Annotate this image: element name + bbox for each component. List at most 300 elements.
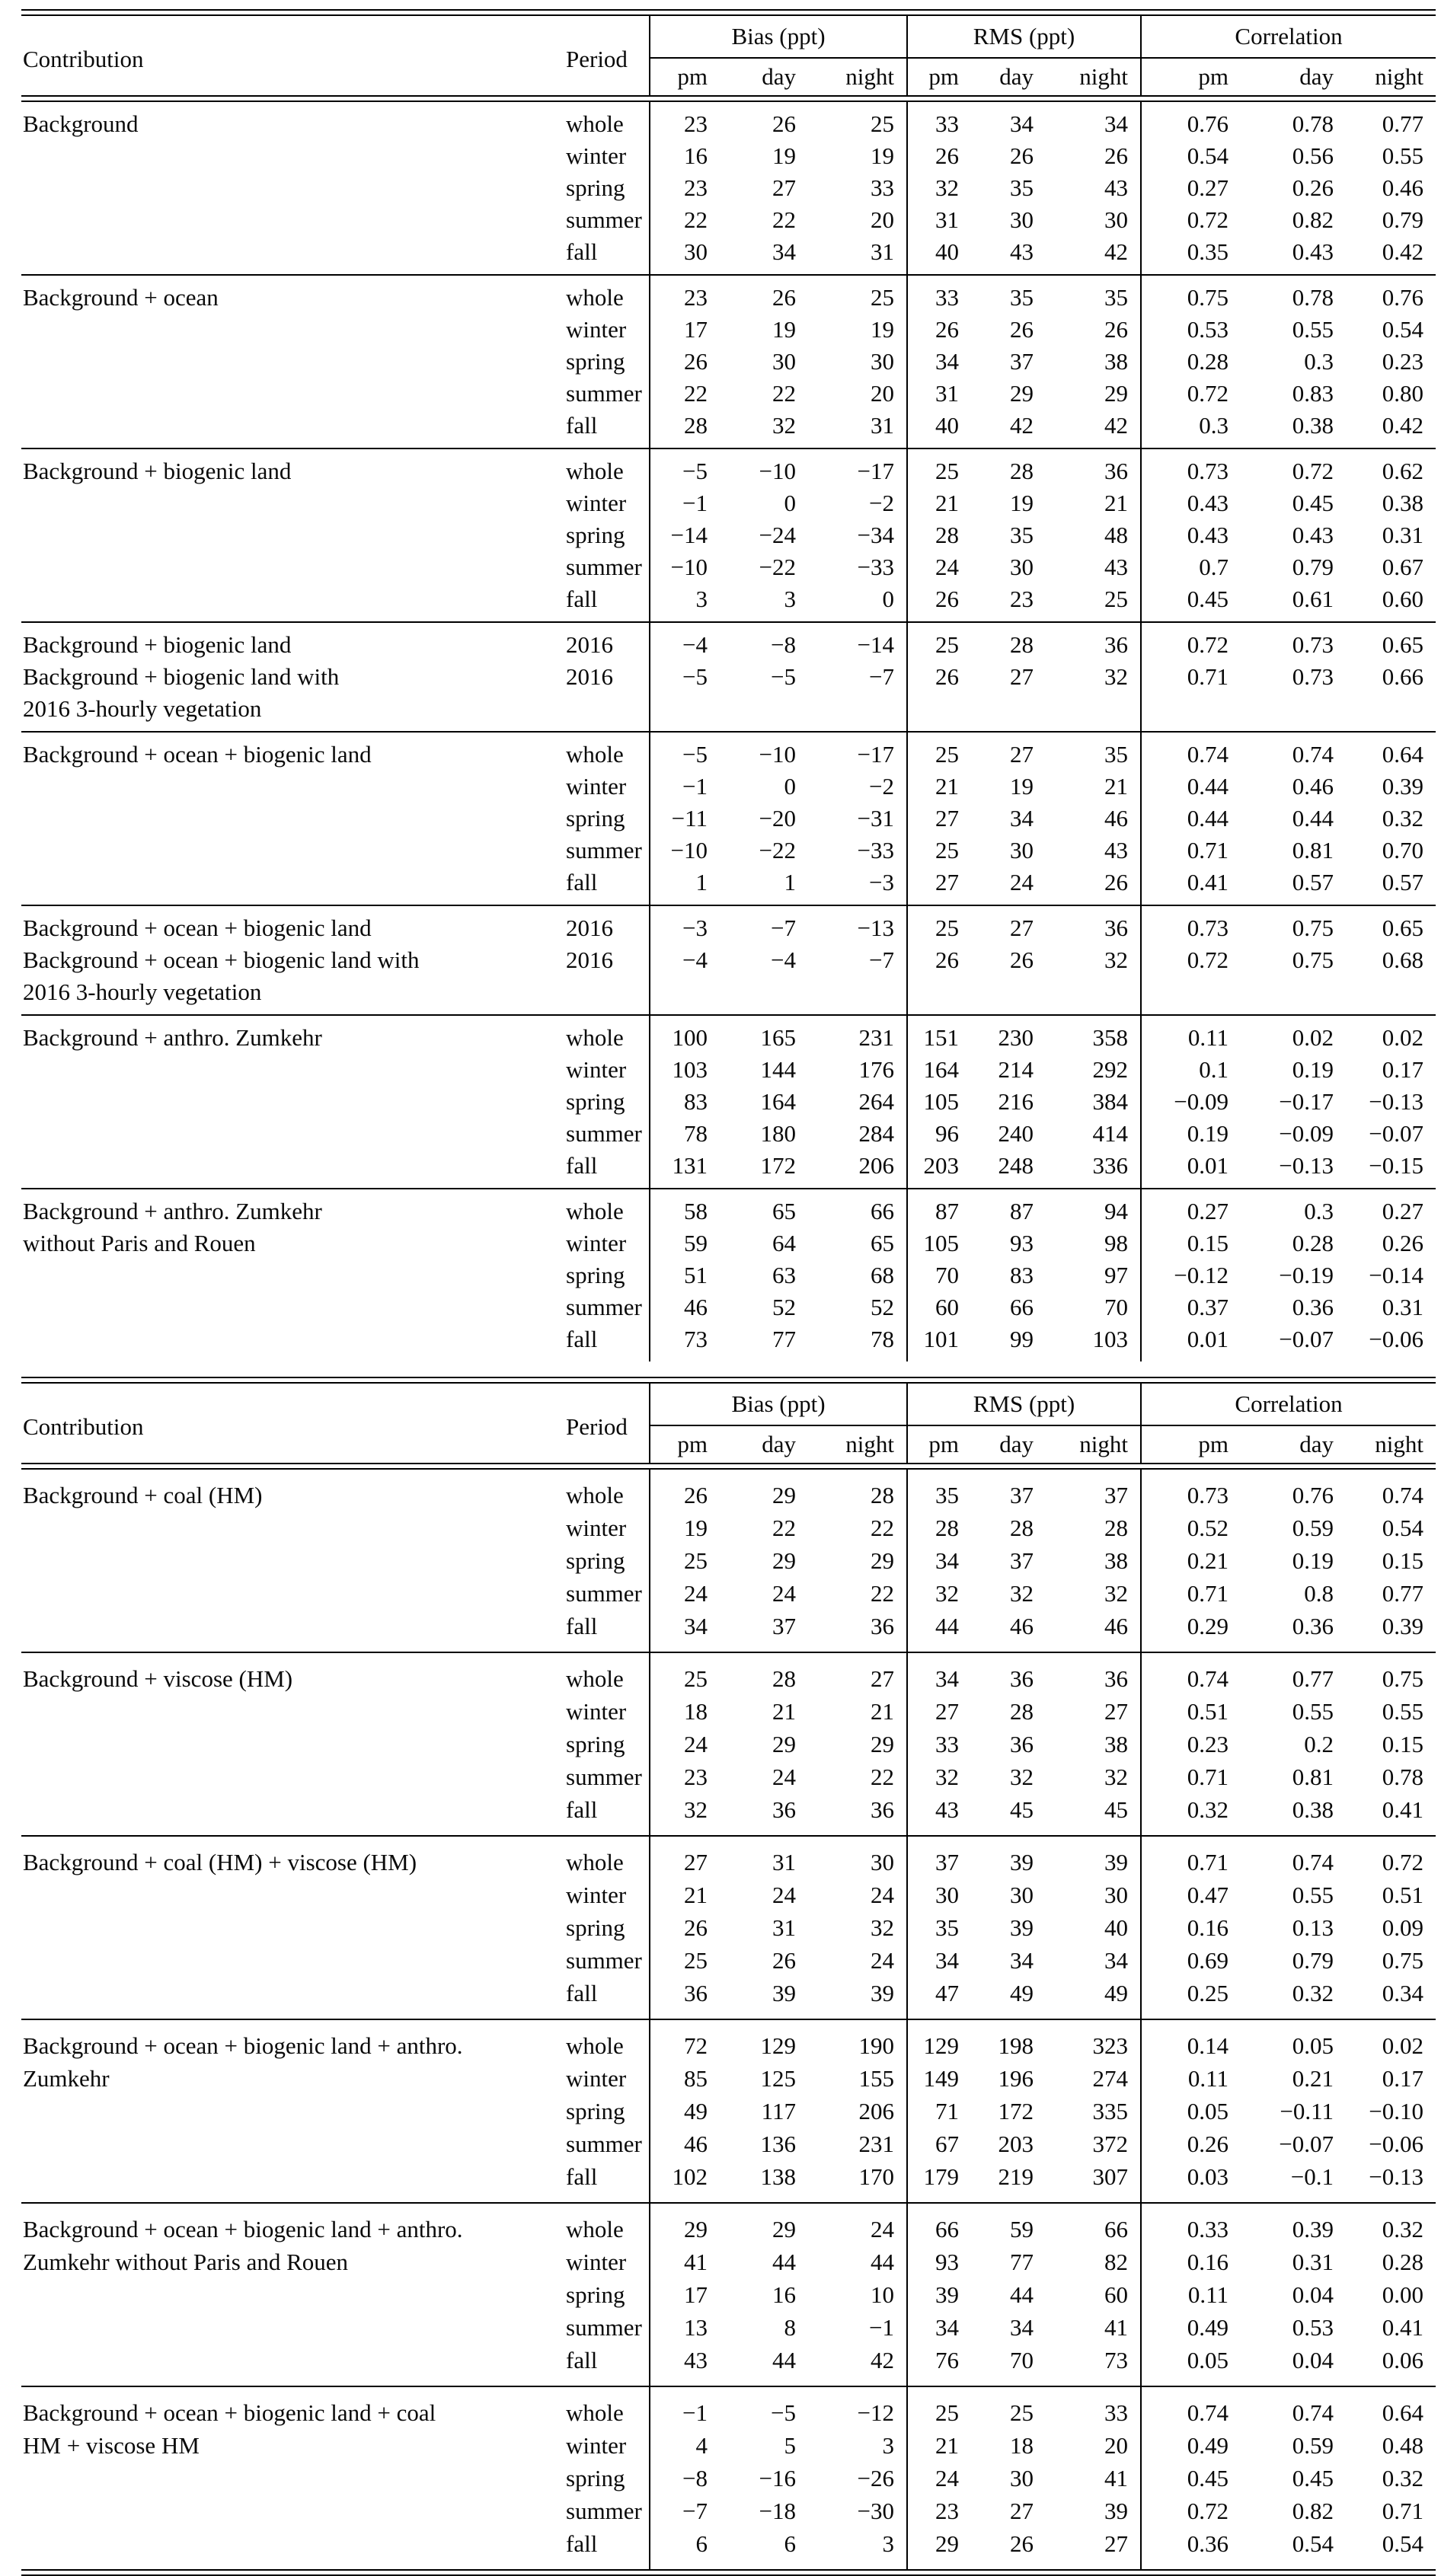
value-cell: 0.81 — [1292, 1763, 1334, 1790]
period-cell: fall — [566, 2346, 598, 2373]
value-cell: 30 — [650, 236, 720, 275]
value-cell: 0.28 — [1382, 2248, 1423, 2275]
value-cell: 32 — [907, 172, 971, 204]
value-cell: 98 — [1104, 1230, 1128, 1256]
value-cell: 164 — [907, 1054, 971, 1086]
value-cell: −0.12 — [1141, 1259, 1241, 1291]
period-cell: spring — [566, 1914, 625, 1941]
value-cell: 0.72 — [1346, 1836, 1436, 1879]
value-cell: 0.46 — [1382, 174, 1423, 201]
subcol-bias-night: night — [845, 63, 894, 90]
value-cell: 35 — [907, 1911, 971, 1944]
value-cell: −0.13 — [1279, 1152, 1334, 1179]
value-cell: 35 — [1046, 732, 1141, 771]
value-cell — [1046, 976, 1141, 1015]
period-cell: winter — [566, 2248, 627, 2275]
value-cell: 35 — [1046, 275, 1141, 314]
contribution-cell: Zumkehr without Paris and Rouen — [23, 2248, 349, 2275]
table-row — [21, 1793, 1436, 1836]
value-cell: −0.06 — [1369, 1326, 1423, 1352]
value-cell: 0.44 — [1292, 805, 1334, 832]
value-cell: 28 — [650, 410, 720, 448]
value-cell: 0.41 — [1141, 867, 1241, 905]
value-cell: 44 — [772, 2248, 796, 2275]
value-cell: 36 — [1046, 1652, 1141, 1695]
table-row — [21, 410, 1436, 448]
period-cell: winter — [566, 1881, 627, 1908]
value-cell: −16 — [759, 2464, 796, 2491]
value-cell: −0.10 — [1369, 2097, 1423, 2124]
value-cell: −1 — [869, 2313, 894, 2341]
value-cell: 28 — [907, 1511, 971, 1544]
period-cell: summer — [566, 380, 642, 407]
contribution-cell: Background + viscose (HM) — [21, 1652, 566, 1695]
period-cell: fall — [566, 586, 598, 612]
value-cell: 0.15 — [1141, 1227, 1241, 1259]
table-row — [21, 204, 1436, 236]
value-cell: 0.43 — [1141, 519, 1241, 551]
value-cell: −1 — [650, 771, 720, 803]
contribution-cell — [21, 2128, 566, 2160]
value-cell: 0.77 — [1382, 1579, 1423, 1607]
value-cell: −22 — [759, 837, 796, 863]
value-cell: 0.74 — [1141, 732, 1241, 771]
contribution-cell: Background + biogenic land — [21, 448, 566, 487]
value-cell: 0.03 — [1141, 2160, 1241, 2203]
value-cell: 25 — [907, 835, 971, 867]
table-row — [21, 101, 1436, 140]
value-cell: 43 — [1104, 554, 1128, 580]
contribution-cell: Background + biogenic land — [21, 622, 566, 661]
contribution-cell: Background — [23, 110, 139, 137]
contribution-cell — [21, 1879, 566, 1911]
value-cell: −0.1 — [1290, 2163, 1334, 2190]
value-cell: 105 — [907, 1227, 971, 1259]
table-row — [21, 2246, 1436, 2278]
value-cell: 70 — [1104, 1294, 1128, 1320]
value-cell: −0.06 — [1369, 2130, 1423, 2157]
value-cell: 24 — [871, 1881, 894, 1908]
value-cell: 0.06 — [1382, 2346, 1423, 2373]
value-cell: 37 — [1010, 1481, 1034, 1508]
value-cell — [1141, 693, 1241, 732]
value-cell: 34 — [907, 346, 971, 378]
value-cell: 32 — [907, 1577, 971, 1610]
value-cell: 0.38 — [1382, 490, 1423, 516]
value-cell: 3 — [882, 2431, 894, 2459]
value-cell: 64 — [772, 1230, 796, 1256]
value-cell: −0.09 — [1141, 1086, 1241, 1118]
value-cell: 284 — [858, 1120, 894, 1147]
value-cell: 97 — [1104, 1262, 1128, 1288]
value-cell: 25 — [650, 1652, 720, 1695]
subcol-bias-day: day — [762, 1431, 796, 1457]
period-cell: winter — [566, 1056, 627, 1083]
value-cell: −2 — [869, 490, 894, 516]
value-cell — [907, 693, 971, 732]
value-cell: −3 — [650, 905, 720, 944]
value-cell: 19 — [871, 316, 894, 343]
group-header-rms: RMS (ppt) — [907, 15, 1141, 58]
value-cell: 0.17 — [1382, 2064, 1423, 2092]
value-cell: 19 — [871, 142, 894, 169]
value-cell — [808, 976, 907, 1015]
value-cell: 28 — [907, 519, 971, 551]
value-cell: 77 — [1010, 2248, 1034, 2275]
value-cell: 0.38 — [1292, 1796, 1334, 1823]
value-cell: 0.76 — [1292, 1481, 1334, 1508]
value-cell — [907, 976, 971, 1015]
value-cell: 23 — [650, 172, 720, 204]
table-row — [21, 622, 1436, 661]
table-row — [21, 2386, 1436, 2429]
value-cell: 30 — [907, 1879, 971, 1911]
value-cell: 0.3 — [1141, 410, 1241, 448]
value-cell: 0.77 — [1241, 1652, 1346, 1695]
group-header-correlation: Correlation — [1141, 15, 1436, 58]
table-row — [21, 1577, 1436, 1610]
value-cell: 0.59 — [1292, 1514, 1334, 1541]
value-cell: 0.27 — [1141, 1189, 1241, 1227]
value-cell: 26 — [907, 944, 971, 976]
value-cell: 26 — [1010, 316, 1034, 343]
contribution-cell — [21, 487, 566, 519]
value-cell: 336 — [1092, 1152, 1128, 1179]
value-cell: 0.70 — [1382, 837, 1423, 863]
value-cell: 21 — [1104, 773, 1128, 800]
value-cell — [1046, 693, 1141, 732]
value-cell: 0.17 — [1382, 1056, 1423, 1083]
value-cell: 44 — [772, 2346, 796, 2373]
period-cell: 2016 — [566, 663, 613, 690]
value-cell: 19 — [772, 142, 796, 169]
value-cell: 26 — [1010, 946, 1034, 973]
value-cell: 196 — [998, 2064, 1034, 2092]
value-cell: 5 — [784, 2431, 796, 2459]
value-cell: 274 — [1092, 2064, 1128, 2092]
value-cell: 6 — [650, 2527, 720, 2570]
contribution-cell — [21, 771, 566, 803]
value-cell: 131 — [650, 1150, 720, 1189]
value-cell: 94 — [1046, 1189, 1141, 1227]
value-cell: 52 — [871, 1294, 894, 1320]
value-cell: 27 — [907, 803, 971, 835]
contribution-cell — [21, 2278, 566, 2311]
value-cell: 0.71 — [1141, 1577, 1241, 1610]
table-row — [21, 944, 1436, 976]
value-cell: 0.59 — [1292, 2431, 1334, 2459]
value-cell: 0.3 — [1304, 348, 1334, 375]
table-row — [21, 2311, 1436, 2344]
value-cell: 25 — [1104, 586, 1128, 612]
value-cell: 26 — [772, 110, 796, 137]
value-cell: 22 — [871, 1763, 894, 1790]
value-cell: 203 — [998, 2130, 1034, 2157]
value-cell: 24 — [650, 1577, 720, 1610]
value-cell: 0.01 — [1141, 1150, 1241, 1189]
value-cell: 19 — [1010, 773, 1034, 800]
value-cell: 27 — [1010, 663, 1034, 690]
value-cell: 129 — [907, 2019, 971, 2062]
value-cell: −30 — [857, 2497, 894, 2524]
value-cell: 0.04 — [1292, 2281, 1334, 2308]
contribution-cell — [21, 1054, 566, 1086]
table-row — [21, 2462, 1436, 2495]
value-cell: 0.01 — [1141, 1323, 1241, 1361]
contribution-cell: Zumkehr — [23, 2064, 110, 2092]
value-cell: 129 — [720, 2019, 808, 2062]
contribution-cell: Background + anthro. Zumkehr — [21, 1015, 566, 1054]
period-cell: whole — [566, 2203, 650, 2246]
value-cell: 0.45 — [1292, 490, 1334, 516]
table-row — [21, 2278, 1436, 2311]
value-cell: 37 — [1104, 1481, 1128, 1508]
value-cell: 18 — [650, 1695, 720, 1728]
value-cell: 39 — [1046, 1836, 1141, 1879]
value-cell: 165 — [720, 1015, 808, 1054]
table-row — [21, 2344, 1436, 2386]
period-cell: fall — [566, 1612, 598, 1639]
value-cell: 0.71 — [1141, 661, 1241, 693]
value-cell: −0.07 — [1369, 1120, 1423, 1147]
value-cell: 31 — [772, 1914, 796, 1941]
value-cell: 19 — [650, 1511, 720, 1544]
value-cell: 30 — [1104, 206, 1128, 233]
value-cell: 32 — [907, 1760, 971, 1793]
header-row — [21, 1383, 1436, 1425]
value-cell: 0.54 — [1382, 1514, 1423, 1541]
value-cell: 307 — [1092, 2163, 1128, 2190]
value-cell: 0.44 — [1141, 771, 1241, 803]
value-cell: 39 — [1104, 2497, 1128, 2524]
value-cell: 0.51 — [1141, 1695, 1241, 1728]
contribution-cell — [21, 1511, 566, 1544]
table-row — [21, 1150, 1436, 1189]
value-cell: 30 — [1010, 837, 1034, 863]
value-cell: −11 — [650, 803, 720, 835]
value-cell: 384 — [1092, 1088, 1128, 1115]
value-cell: 22 — [650, 378, 720, 410]
value-cell: 41 — [1104, 2464, 1128, 2491]
value-cell: 0.19 — [1292, 1056, 1334, 1083]
table-top-rule — [21, 1377, 1436, 1383]
value-cell: 0.34 — [1382, 1979, 1423, 2006]
value-cell: 323 — [1046, 2019, 1141, 2062]
contribution-cell: without Paris and Rouen — [23, 1230, 256, 1256]
value-cell: 0.42 — [1382, 238, 1423, 265]
value-cell: 29 — [720, 2203, 808, 2246]
value-cell: 0.32 — [1382, 805, 1423, 832]
value-cell: 35 — [1010, 174, 1034, 201]
value-cell: 0.3 — [1241, 1189, 1346, 1227]
period-cell: spring — [566, 1547, 625, 1574]
value-cell: 0.37 — [1141, 1291, 1241, 1323]
table-row — [21, 2095, 1436, 2128]
value-cell: 103 — [1092, 1326, 1128, 1352]
value-cell: 36 — [1010, 1730, 1034, 1757]
value-cell: 26 — [650, 1911, 720, 1944]
value-cell: 33 — [871, 174, 894, 201]
subcol-corr-night: night — [1375, 63, 1423, 90]
contribution-cell — [21, 204, 566, 236]
value-cell: −0.13 — [1369, 2163, 1423, 2190]
value-cell: 3 — [882, 2530, 894, 2557]
value-cell: 0.72 — [1141, 622, 1241, 661]
value-cell: 34 — [1010, 805, 1034, 832]
value-cell: 170 — [858, 2163, 894, 2190]
table-row — [21, 732, 1436, 771]
header-row — [21, 15, 1436, 58]
subcol-rms-day: day — [999, 63, 1034, 90]
table-row — [21, 1911, 1436, 1944]
value-cell: 96 — [907, 1118, 971, 1150]
top-rule-line — [21, 10, 1436, 15]
table-header — [21, 10, 1436, 101]
period-cell: whole — [566, 732, 650, 771]
value-cell: 23 — [650, 275, 720, 314]
value-cell: 51 — [650, 1259, 720, 1291]
table-row — [21, 346, 1436, 378]
value-cell: 21 — [871, 1697, 894, 1725]
value-cell: 25 — [808, 275, 907, 314]
value-cell: 0.64 — [1346, 2386, 1436, 2429]
value-cell: −34 — [857, 522, 894, 548]
value-cell: 43 — [1010, 238, 1034, 265]
table-row — [21, 2429, 1436, 2462]
value-cell: 29 — [1104, 380, 1128, 407]
value-cell: 22 — [772, 380, 796, 407]
value-cell: −26 — [857, 2464, 894, 2491]
table-header — [21, 1377, 1436, 1469]
value-cell: 35 — [907, 1469, 971, 1511]
value-cell: 0.76 — [1141, 101, 1241, 140]
value-cell: 0.15 — [1382, 1730, 1423, 1757]
period-cell: spring — [566, 1262, 625, 1288]
value-cell: 1 — [650, 867, 720, 905]
value-cell: −0.13 — [1369, 1088, 1423, 1115]
column-header-period: Period — [566, 46, 628, 72]
value-cell: 0.31 — [1382, 1294, 1423, 1320]
value-cell: 40 — [1104, 1914, 1128, 1941]
value-cell: 0.36 — [1292, 1294, 1334, 1320]
value-cell: 0.80 — [1382, 380, 1423, 407]
group-header-correlation: Correlation — [1141, 1383, 1436, 1425]
value-cell: 52 — [772, 1294, 796, 1320]
table-row — [21, 2019, 1436, 2062]
value-cell: 32 — [650, 1793, 720, 1836]
value-cell: 60 — [1104, 2281, 1128, 2308]
value-cell: 27 — [907, 1695, 971, 1728]
value-cell: 93 — [1010, 1230, 1034, 1256]
value-cell: 0.78 — [1382, 1763, 1423, 1790]
value-cell: 87 — [971, 1189, 1046, 1227]
value-cell: 25 — [907, 905, 971, 944]
value-cell: 0.47 — [1141, 1879, 1241, 1911]
value-cell: 30 — [871, 348, 894, 375]
column-header-contribution: Contribution — [23, 46, 144, 72]
value-cell: 30 — [1104, 1881, 1128, 1908]
value-cell: 0.11 — [1141, 2278, 1241, 2311]
value-cell: 26 — [720, 275, 808, 314]
value-cell: 44 — [871, 2248, 894, 2275]
contribution-cell — [21, 2495, 566, 2527]
value-cell: 23 — [1010, 586, 1034, 612]
value-cell: 21 — [772, 1697, 796, 1725]
value-cell: 0.54 — [1382, 316, 1423, 343]
value-cell: 0.19 — [1141, 1118, 1241, 1150]
value-cell: 6 — [784, 2530, 796, 2557]
value-cell: 0.74 — [1382, 1481, 1423, 1508]
value-cell: 0.16 — [1141, 2246, 1241, 2278]
period-cell: winter — [566, 142, 627, 169]
header-bottom-rule — [21, 1464, 1436, 1469]
value-cell: −31 — [857, 805, 894, 832]
value-cell: 26 — [1010, 142, 1034, 169]
value-cell: −0.15 — [1369, 1152, 1423, 1179]
table-row — [21, 1259, 1436, 1291]
value-cell: 27 — [1104, 2530, 1128, 2557]
contribution-cell — [21, 1259, 566, 1291]
value-cell: 0.14 — [1141, 2019, 1241, 2062]
value-cell: 76 — [907, 2344, 971, 2386]
value-cell: 22 — [772, 206, 796, 233]
value-cell: 27 — [1104, 1697, 1128, 1725]
value-cell: 29 — [1010, 380, 1034, 407]
value-cell — [808, 693, 907, 732]
value-cell: 0.21 — [1141, 1544, 1241, 1577]
table-row — [21, 2160, 1436, 2203]
contribution-cell — [21, 519, 566, 551]
contribution-cell — [21, 314, 566, 346]
value-cell: −24 — [759, 522, 796, 548]
value-cell: 29 — [772, 1547, 796, 1574]
value-cell: −7 — [720, 905, 808, 944]
value-cell: 0.72 — [1241, 448, 1346, 487]
value-cell: 39 — [772, 1979, 796, 2006]
period-cell: winter — [566, 316, 627, 343]
contribution-cell: Background + ocean + biogenic land — [21, 905, 566, 944]
value-cell: 23 — [907, 2495, 971, 2527]
value-cell: 44 — [907, 1610, 971, 1652]
table-row — [21, 976, 1436, 1015]
value-cell: 179 — [907, 2160, 971, 2203]
period-cell: 2016 — [566, 905, 650, 944]
period-cell: spring — [566, 1730, 625, 1757]
period-cell: summer — [566, 554, 642, 580]
value-cell: 0.79 — [1292, 554, 1334, 580]
contribution-cell — [21, 551, 566, 583]
table-row — [21, 1728, 1436, 1760]
value-cell: 0.36 — [1141, 2527, 1241, 2570]
results-table — [21, 1377, 1436, 2576]
value-cell — [650, 693, 720, 732]
value-cell: 77 — [772, 1326, 796, 1352]
contribution-cell — [21, 2462, 566, 2495]
value-cell: 28 — [1010, 1697, 1034, 1725]
value-cell: 149 — [907, 2062, 971, 2095]
period-cell: fall — [566, 1979, 598, 2006]
value-cell: 372 — [1092, 2130, 1128, 2157]
contribution-cell — [21, 1944, 566, 1977]
contribution-cell — [21, 1544, 566, 1577]
period-cell: winter — [566, 1514, 627, 1541]
period-cell: summer — [566, 206, 642, 233]
value-cell: 0.21 — [1292, 2064, 1334, 2092]
value-cell: 83 — [1010, 1262, 1034, 1288]
value-cell: 0.26 — [1292, 174, 1334, 201]
value-cell: 25 — [907, 448, 971, 487]
value-cell: 73 — [650, 1323, 720, 1361]
